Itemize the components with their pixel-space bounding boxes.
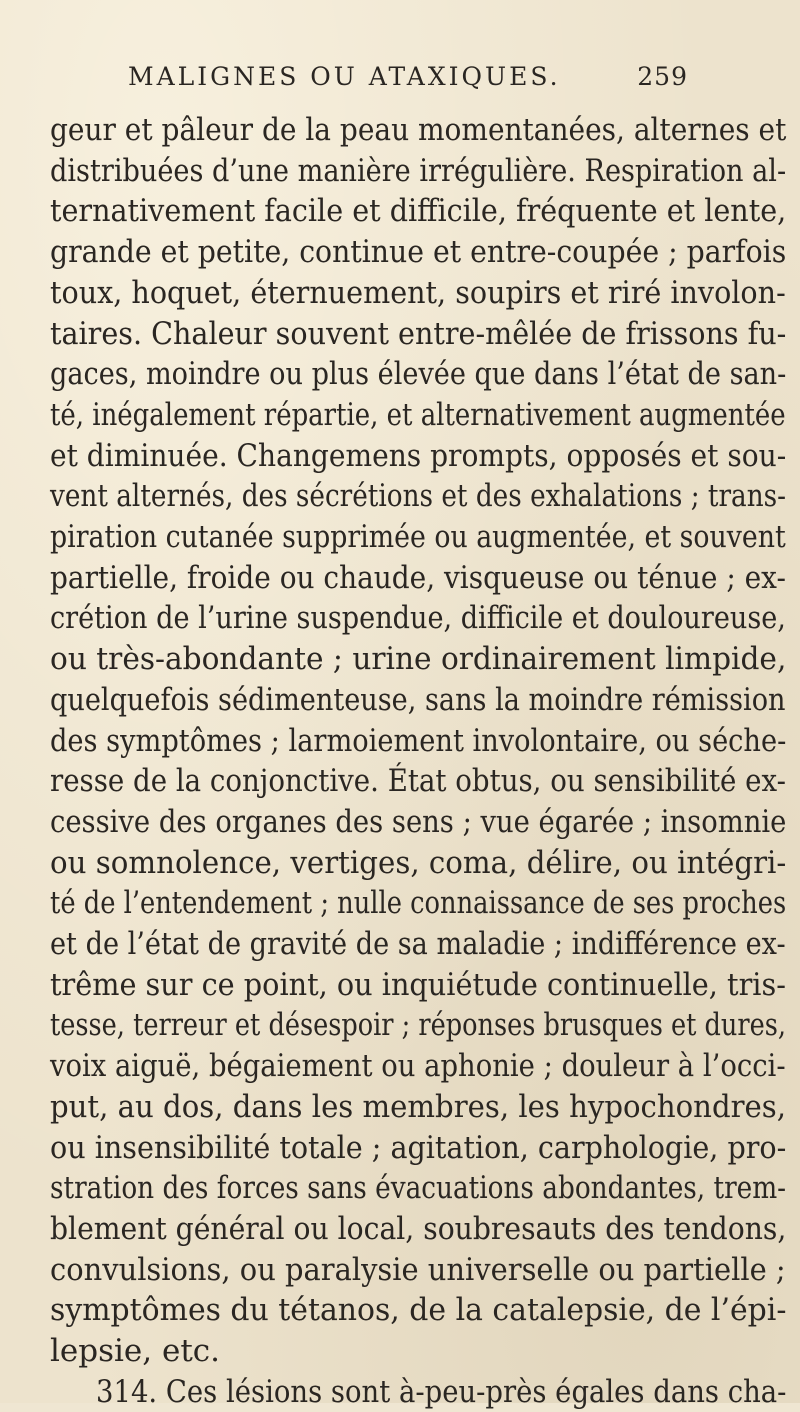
- text-line: lepsie, etc.: [50, 1333, 221, 1369]
- text-line: ou somnolence, vertiges, coma, délire, ou intégri-: [50, 844, 787, 881]
- text-line: toux, hoquet, éternuement, soupirs et riré involon-: [50, 274, 786, 311]
- text-line: des symptômes ; larmoiement involontaire, ou séche-: [50, 722, 787, 759]
- text-line: convulsions, ou paralysie universelle ou partielle ;: [50, 1251, 786, 1288]
- text-line: blement général ou local, soubresauts des tendons,: [50, 1210, 787, 1247]
- text-line: vent alternés, des sécrétions et des exhalations ; trans-: [50, 478, 787, 515]
- text-line: symptômes du tétanos, de la catalepsie, de l’épi-: [50, 1292, 787, 1329]
- text-line: ou très-abondante ; urine ordinairement limpide,: [50, 641, 787, 678]
- text-line: trême sur ce point, ou inquiétude continuelle, tris-: [50, 966, 786, 1003]
- text-line: et de l’état de gravité de sa maladie ; indifférence ex-: [50, 926, 786, 962]
- text-line: té de l’entendement ; nulle connaissance de ses proches: [50, 885, 787, 922]
- text-line: distribuées d’une manière irrégulière. Respiration al-: [50, 152, 787, 189]
- text-line: et diminuée. Changemens prompts, opposés et sou-: [50, 437, 787, 474]
- text-line: resse de la conjonctive. État obtus, ou sensibilité ex-: [50, 763, 786, 800]
- text-line: gaces, moindre ou plus élevée que dans l’état de san-: [50, 356, 787, 393]
- text-line: ou insensibilité totale ; agitation, carphologie, pro-: [50, 1129, 787, 1166]
- running-title: MALIGNES OU ATAXIQUES.: [128, 62, 561, 91]
- text-line: grande et petite, continue et entre-coupée ; parfois: [50, 234, 787, 271]
- text-line: geur et pâleur de la peau momentanées, alternes et: [50, 112, 787, 148]
- text-line: 314. Ces lésions sont à-peu-près égales dans cha-: [96, 1373, 787, 1410]
- text-line: ternativement facile et difficile, fréquente et lente,: [50, 193, 787, 230]
- page-number: 259: [637, 62, 688, 91]
- text-line: té, inégalement répartie, et alternativement augmentée: [50, 396, 786, 433]
- text-line: voix aiguë, bégaiement ou aphonie ; douleur à l’occi-: [50, 1048, 786, 1085]
- text-line: quelquefois sédimenteuse, sans la moindre rémission: [50, 681, 786, 718]
- text-line: taires. Chaleur souvent entre-mêlée de frissons fu-: [50, 315, 787, 352]
- text-line: piration cutanée supprimée ou augmentée, et souvent: [50, 519, 786, 555]
- text-line: crétion de l’urine suspendue, difficile et douloureuse,: [50, 600, 786, 637]
- text-line: partielle, froide ou chaude, visqueuse ou ténue ; ex-: [50, 559, 786, 596]
- text-line: put, au dos, dans les membres, les hypochondres,: [50, 1088, 787, 1125]
- text-line: tesse, terreur et désespoir ; réponses brusques et dures,: [50, 1007, 787, 1044]
- text-line: stration des forces sans évacuations abondantes, trem-: [50, 1170, 787, 1207]
- text-line: cessive des organes des sens ; vue égarée ; insomnie: [50, 803, 787, 840]
